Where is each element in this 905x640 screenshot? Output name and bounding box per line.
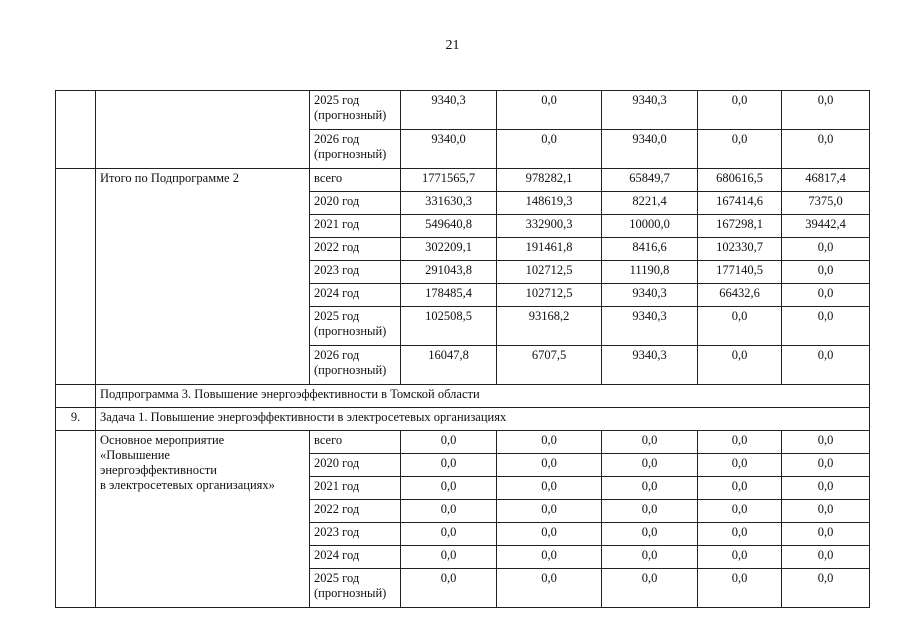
value-cell: 0,0 bbox=[401, 431, 497, 454]
value-cell: 0,0 bbox=[602, 546, 698, 569]
value-cell: 102712,5 bbox=[497, 261, 602, 284]
value-cell: 9340,0 bbox=[602, 130, 698, 169]
row-number-cell bbox=[56, 431, 96, 608]
value-cell: 332900,3 bbox=[497, 215, 602, 238]
value-cell: 0,0 bbox=[497, 500, 602, 523]
value-cell: 0,0 bbox=[401, 546, 497, 569]
activity-name-line: в электросетевых организациях» bbox=[100, 478, 275, 492]
empty-number-cell bbox=[56, 385, 96, 408]
value-cell: 9340,0 bbox=[401, 130, 497, 169]
value-cell: 978282,1 bbox=[497, 169, 602, 192]
value-cell: 65849,7 bbox=[602, 169, 698, 192]
value-cell: 1771565,7 bbox=[401, 169, 497, 192]
value-cell: 8416,6 bbox=[602, 238, 698, 261]
item-name-cell: Итого по Подпрограмме 2 bbox=[96, 169, 310, 385]
value-cell: 0,0 bbox=[782, 500, 870, 523]
period-cell: 2026 год (прогнозный) bbox=[310, 346, 401, 385]
value-cell: 0,0 bbox=[497, 477, 602, 500]
value-cell: 178485,4 bbox=[401, 284, 497, 307]
value-cell: 9340,3 bbox=[602, 307, 698, 346]
value-cell: 0,0 bbox=[698, 546, 782, 569]
value-cell: 0,0 bbox=[698, 500, 782, 523]
value-cell: 0,0 bbox=[602, 500, 698, 523]
value-cell: 0,0 bbox=[698, 307, 782, 346]
value-cell: 0,0 bbox=[401, 569, 497, 608]
value-cell: 0,0 bbox=[497, 130, 602, 169]
value-cell: 0,0 bbox=[698, 454, 782, 477]
value-cell: 0,0 bbox=[782, 454, 870, 477]
value-cell: 0,0 bbox=[602, 523, 698, 546]
period-cell: 2023 год bbox=[310, 523, 401, 546]
value-cell: 331630,3 bbox=[401, 192, 497, 215]
value-cell: 6707,5 bbox=[497, 346, 602, 385]
value-cell: 0,0 bbox=[401, 477, 497, 500]
value-cell: 0,0 bbox=[698, 477, 782, 500]
subprogram-title: Подпрограмма 3. Повышение энергоэффективности в Томской области bbox=[96, 385, 870, 408]
value-cell: 0,0 bbox=[497, 546, 602, 569]
value-cell: 39442,4 bbox=[782, 215, 870, 238]
value-cell: 0,0 bbox=[782, 477, 870, 500]
value-cell: 0,0 bbox=[782, 130, 870, 169]
value-cell: 9340,3 bbox=[401, 91, 497, 130]
period-cell: всего bbox=[310, 431, 401, 454]
value-cell: 102712,5 bbox=[497, 284, 602, 307]
value-cell: 66432,6 bbox=[698, 284, 782, 307]
value-cell: 680616,5 bbox=[698, 169, 782, 192]
value-cell: 0,0 bbox=[401, 523, 497, 546]
value-cell: 93168,2 bbox=[497, 307, 602, 346]
value-cell: 0,0 bbox=[497, 91, 602, 130]
value-cell: 0,0 bbox=[401, 454, 497, 477]
value-cell: 11190,8 bbox=[602, 261, 698, 284]
period-cell: 2021 год bbox=[310, 477, 401, 500]
period-cell: 2020 год bbox=[310, 454, 401, 477]
value-cell: 0,0 bbox=[782, 284, 870, 307]
value-cell: 167414,6 bbox=[698, 192, 782, 215]
value-cell: 0,0 bbox=[782, 523, 870, 546]
value-cell: 0,0 bbox=[698, 523, 782, 546]
activity-name-line: «Повышение bbox=[100, 448, 170, 462]
table-row bbox=[56, 169, 870, 192]
value-cell: 8221,4 bbox=[602, 192, 698, 215]
value-cell: 167298,1 bbox=[698, 215, 782, 238]
period-cell: 2026 год (прогнозный) bbox=[310, 130, 401, 169]
value-cell: 0,0 bbox=[497, 523, 602, 546]
value-cell: 0,0 bbox=[698, 431, 782, 454]
table-row bbox=[56, 431, 870, 454]
table-row bbox=[56, 91, 870, 130]
value-cell: 0,0 bbox=[782, 307, 870, 346]
value-cell: 0,0 bbox=[782, 261, 870, 284]
budget-table bbox=[55, 90, 870, 608]
value-cell: 0,0 bbox=[782, 91, 870, 130]
value-cell: 0,0 bbox=[698, 346, 782, 385]
value-cell: 177140,5 bbox=[698, 261, 782, 284]
period-cell: 2022 год bbox=[310, 500, 401, 523]
period-cell: 2022 год bbox=[310, 238, 401, 261]
activity-name-line: энергоэффективности bbox=[100, 463, 217, 477]
value-cell: 0,0 bbox=[698, 91, 782, 130]
value-cell: 0,0 bbox=[401, 500, 497, 523]
period-cell: 2025 год (прогнозный) bbox=[310, 569, 401, 608]
value-cell: 0,0 bbox=[698, 130, 782, 169]
value-cell: 549640,8 bbox=[401, 215, 497, 238]
row-number-cell bbox=[56, 91, 96, 169]
period-cell: 2025 год (прогнозный) bbox=[310, 91, 401, 130]
value-cell: 0,0 bbox=[497, 569, 602, 608]
subprogram-row bbox=[56, 385, 870, 408]
activity-name-line: Основное мероприятие bbox=[100, 433, 225, 447]
value-cell: 9340,3 bbox=[602, 91, 698, 130]
task-title: Задача 1. Повышение энергоэффективности в электросетевых организациях bbox=[96, 408, 870, 431]
value-cell: 46817,4 bbox=[782, 169, 870, 192]
task-number: 9. bbox=[56, 408, 96, 431]
period-cell: 2025 год (прогнозный) bbox=[310, 307, 401, 346]
value-cell: 102508,5 bbox=[401, 307, 497, 346]
value-cell: 16047,8 bbox=[401, 346, 497, 385]
value-cell: 102330,7 bbox=[698, 238, 782, 261]
value-cell: 0,0 bbox=[602, 431, 698, 454]
page-number: 21 bbox=[445, 38, 460, 53]
period-cell: 2023 год bbox=[310, 261, 401, 284]
value-cell: 0,0 bbox=[497, 431, 602, 454]
item-name-cell bbox=[96, 91, 310, 169]
value-cell: 0,0 bbox=[602, 477, 698, 500]
value-cell: 0,0 bbox=[602, 569, 698, 608]
period-cell: 2024 год bbox=[310, 284, 401, 307]
value-cell: 0,0 bbox=[698, 569, 782, 608]
value-cell: 0,0 bbox=[782, 569, 870, 608]
value-cell: 291043,8 bbox=[401, 261, 497, 284]
value-cell: 148619,3 bbox=[497, 192, 602, 215]
value-cell: 10000,0 bbox=[602, 215, 698, 238]
value-cell: 191461,8 bbox=[497, 238, 602, 261]
period-cell: всего bbox=[310, 169, 401, 192]
value-cell: 0,0 bbox=[782, 546, 870, 569]
period-cell: 2020 год bbox=[310, 192, 401, 215]
value-cell: 0,0 bbox=[497, 454, 602, 477]
period-cell: 2021 год bbox=[310, 215, 401, 238]
period-cell: 2024 год bbox=[310, 546, 401, 569]
value-cell: 7375,0 bbox=[782, 192, 870, 215]
task-row bbox=[56, 408, 870, 431]
activity-name-cell bbox=[96, 431, 310, 608]
value-cell: 0,0 bbox=[602, 454, 698, 477]
value-cell: 0,0 bbox=[782, 431, 870, 454]
value-cell: 9340,3 bbox=[602, 284, 698, 307]
value-cell: 0,0 bbox=[782, 346, 870, 385]
value-cell: 302209,1 bbox=[401, 238, 497, 261]
row-number-cell bbox=[56, 169, 96, 385]
value-cell: 9340,3 bbox=[602, 346, 698, 385]
value-cell: 0,0 bbox=[782, 238, 870, 261]
